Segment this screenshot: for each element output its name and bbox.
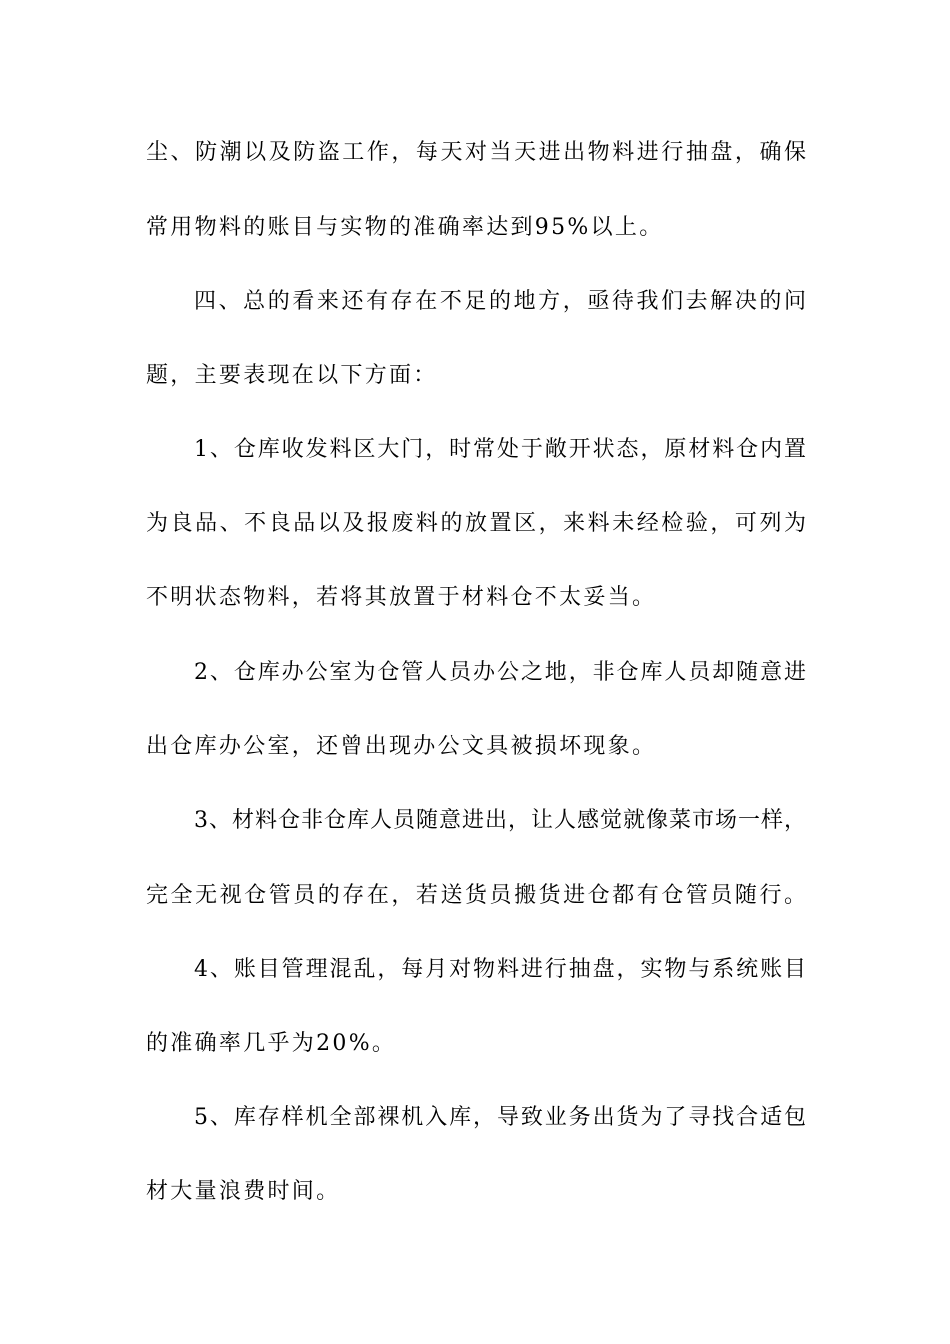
paragraph-line: 常用物料的账目与实物的准确率达到95%以上。 — [146, 215, 664, 240]
paragraph-line: 尘、防潮以及防盗工作，每天对当天进出物料进行抽盘，确保 — [146, 140, 806, 165]
paragraph-line: 3、材料仓非仓库人员随意进出，让人感觉就像菜市场一样， — [194, 808, 806, 833]
paragraph-line: 5、库存样机全部裸机入库，导致业务出货为了寻找合适包 — [194, 1105, 806, 1130]
paragraph-line: 为良品、不良品以及报废料的放置区，来料未经检验，可列为 — [146, 511, 806, 536]
paragraph-line: 4、账目管理混乱，每月对物料进行抽盘，实物与系统账目 — [194, 957, 806, 982]
paragraph-line: 四、总的看来还有存在不足的地方，亟待我们去解决的问 — [194, 289, 806, 314]
paragraph-line: 出仓库办公室，还曾出现办公文具被损坏现象。 — [146, 734, 657, 759]
paragraph-line: 的准确率几乎为20%。 — [146, 1031, 397, 1056]
paragraph-line: 1、仓库收发料区大门，时常处于敞开状态，原材料仓内置 — [194, 437, 806, 462]
paragraph-line: 2、仓库办公室为仓管人员办公之地，非仓库人员却随意进 — [194, 660, 806, 685]
paragraph-line: 材大量浪费时间。 — [146, 1179, 341, 1204]
paragraph-line: 完全无视仓管员的存在，若送货员搬货进仓都有仓管员随行。 — [146, 883, 806, 908]
paragraph-line: 不明状态物料，若将其放置于材料仓不太妥当。 — [146, 585, 657, 610]
paragraph-line: 题，主要表现在以下方面： — [146, 363, 438, 388]
